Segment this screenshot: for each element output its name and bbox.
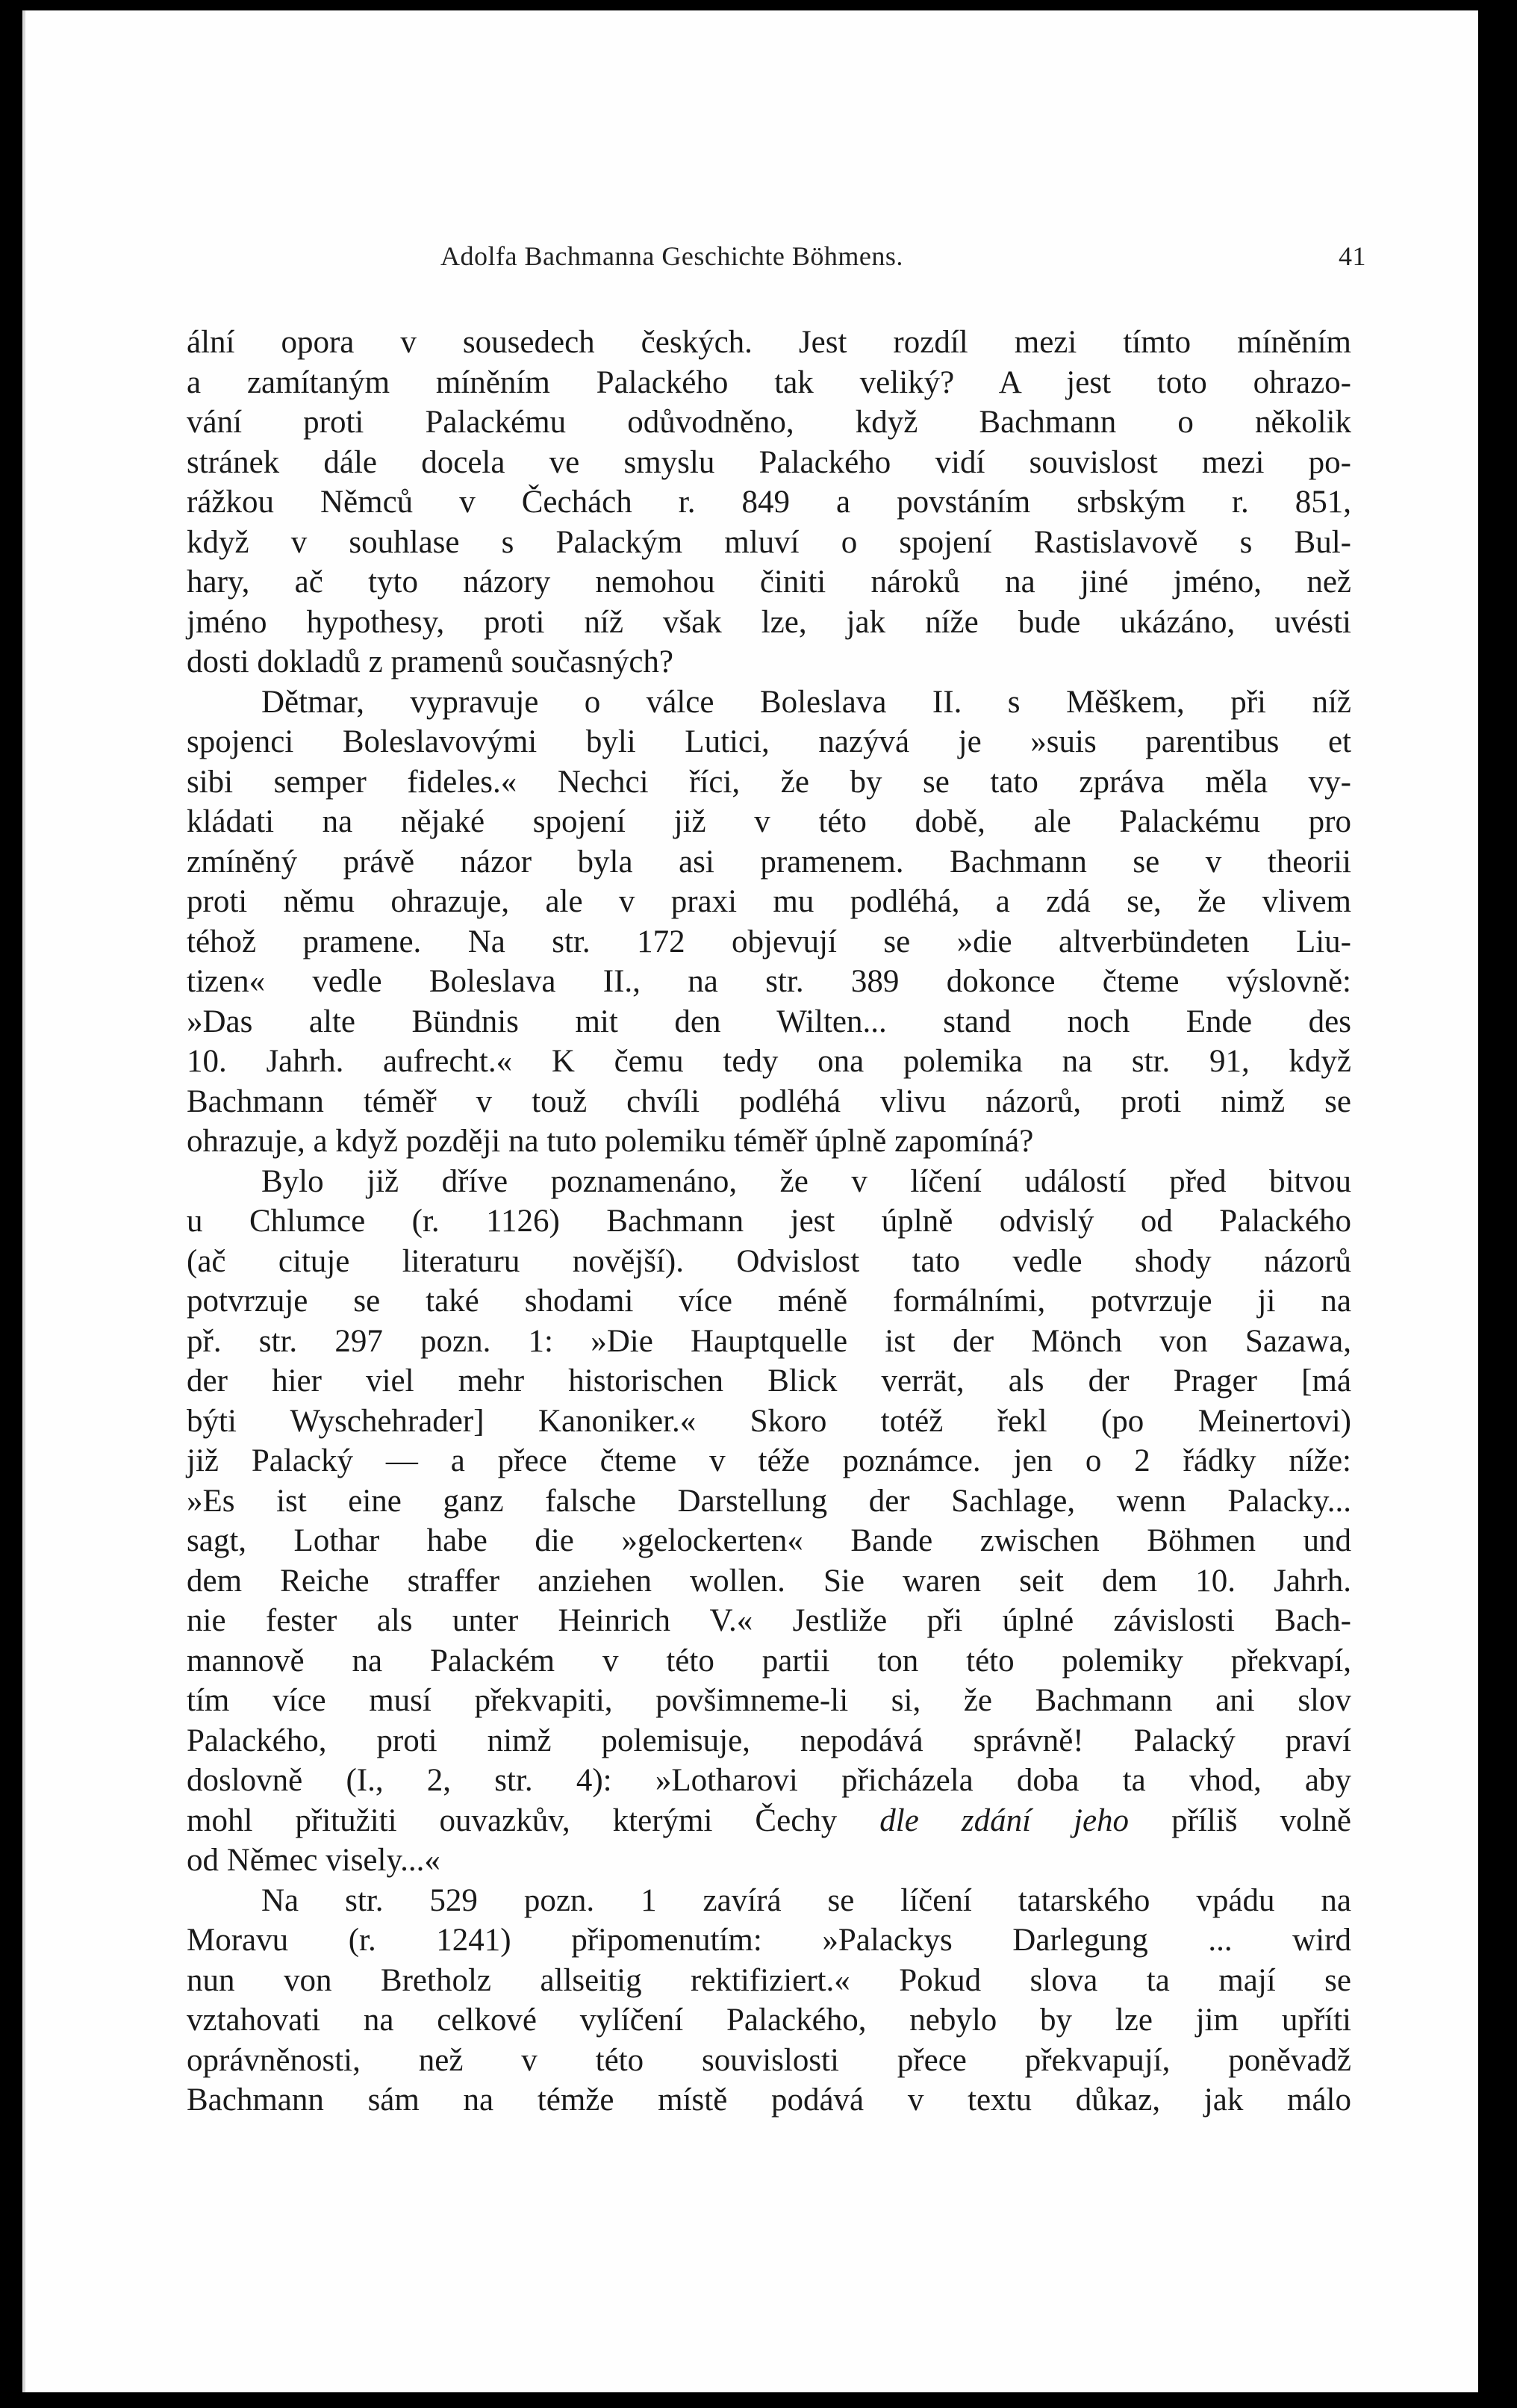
text-line: vání proti Palackému odůvodněno, když Bachmann o několik — [187, 405, 1351, 440]
text-line: rážkou Němců v Čechách r. 849 a povstáním srbským r. 851, — [187, 485, 1351, 520]
text-segment: mohl přitužiti ouvazkův, kterými Čechy — [187, 1802, 838, 1838]
paragraph-start-line: Dětmar, vypravuje o válce Boleslava II. s Měškem, při níž — [261, 684, 1351, 720]
text-line: jméno hypothesy, proti níž však lze, jak níže bude ukázáno, uvésti — [187, 604, 1351, 640]
text-line: mannově na Palackém v této partii ton této polemiky překvapí, — [187, 1643, 1351, 1679]
text-line: dem Reiche straffer anziehen wollen. Sie waren seit dem 10. Jahrh. — [187, 1563, 1351, 1599]
text-line: ohrazuje, a když později na tuto polemiku téměř úplně zapomíná? — [187, 1124, 1034, 1159]
text-line: Bachmann téměř v touž chvíli podléhá vlivu názorů, proti nimž se — [187, 1083, 1351, 1119]
text-line: nun von Bretholz allseitig rektifiziert.« Pokud slova ta mají se — [187, 1962, 1351, 1998]
page-edge — [22, 10, 25, 2392]
text-line: a zamítaným míněním Palackého tak veliký? A jest toto ohrazo- — [187, 364, 1351, 400]
running-title: Adolfa Bachmanna Geschichte Böhmens. — [440, 241, 903, 271]
paragraph-start-line: Na str. 529 pozn. 1 zavírá se líčení tatarského vpádu na — [261, 1882, 1351, 1918]
text-line: stránek dále docela ve smyslu Palackého vidí souvislost mezi po- — [187, 444, 1351, 480]
text-line: tím více musí překvapiti, povšimneme-li si, že Bachmann ani slov — [187, 1683, 1351, 1718]
text-line: oprávněnosti, než v této souvislosti přece překvapují, poněvadž — [187, 2042, 1351, 2078]
paragraph-start-line: Bylo již dříve poznamenáno, že v líčení událostí před bitvou — [261, 1163, 1351, 1199]
text-line: př. str. 297 pozn. 1: »Die Hauptquelle ist der Mönch von Sazawa, — [187, 1323, 1351, 1359]
text-line: u Chlumce (r. 1126) Bachmann jest úplně odvislý od Palackého — [187, 1204, 1351, 1239]
text-line: když v souhlase s Palackým mluví o spojení Rastislavově s Bul- — [187, 524, 1351, 560]
text-line: býti Wyschehrader] Kanoniker.« Skoro totéž řekl (po Meinertovi) — [187, 1403, 1351, 1439]
text-line-with-italic — [187, 1801, 1351, 1841]
text-line: Bachmann sám na témže místě podává v textu důkaz, jak málo — [187, 2082, 1351, 2118]
text-line: potvrzuje se také shodami více méně formálními, potvrzuje ji na — [187, 1284, 1351, 1319]
text-line: 10. Jahrh. aufrecht.« K čemu tedy ona polemika na str. 91, když — [187, 1044, 1351, 1079]
text-line: již Palacký — a přece čteme v téže poznámce. jen o 2 řádky níže: — [187, 1443, 1351, 1478]
text-line: »Es ist eine ganz falsche Darstellung der Sachlage, wenn Palacky... — [187, 1483, 1351, 1519]
text-line: téhož pramene. Na str. 172 objevují se »die altverbündeten Liu- — [187, 924, 1351, 959]
text-line: der hier viel mehr historischen Blick verrät, als der Prager [má — [187, 1363, 1351, 1399]
text-line: kládati na nějaké spojení již v této době, ale Palackému pro — [187, 804, 1351, 839]
text-line: doslovně (I., 2, str. 4): »Lotharovi přicházela doba ta vhod, aby — [187, 1763, 1351, 1798]
text-line: tizen« vedle Boleslava II., na str. 389 dokonce čteme výslovně: — [187, 964, 1351, 999]
body-text — [187, 323, 1351, 2121]
text-line: sagt, Lothar habe die »gelockerten« Bande zwischen Böhmen und — [187, 1523, 1351, 1558]
text-line: (ač cituje literaturu novější). Odvislost tato vedle shody názorů — [187, 1243, 1351, 1279]
text-line: »Das alte Bündnis mit den Wilten... stand noch Ende des — [187, 1004, 1351, 1039]
text-line: od Němec visely...« — [187, 1843, 440, 1878]
text-line: dosti dokladů z pramenů současných? — [187, 644, 673, 679]
text-line: spojenci Boleslavovými byli Lutici, nazývá je »suis parentibus et — [187, 724, 1351, 759]
scanned-page — [22, 10, 1478, 2392]
text-line: sibi semper fideles.« Nechci říci, že by se tato zpráva měla vy- — [187, 764, 1351, 800]
text-line: proti němu ohrazuje, ale v praxi mu podléhá, a zdá se, že vlivem — [187, 884, 1351, 919]
text-line: ální opora v sousedech českých. Jest rozdíl mezi tímto míněním — [187, 325, 1351, 360]
running-header — [440, 240, 1366, 278]
text-line: Palackého, proti nimž polemisuje, nepodává správně! Palacký praví — [187, 1723, 1351, 1758]
page-number: 41 — [1339, 241, 1366, 271]
text-line: zmíněný právě názor byla asi pramenem. Bachmann se v theorii — [187, 844, 1351, 880]
text-line: nie fester als unter Heinrich V.« Jestliže při úplné závislosti Bach- — [187, 1603, 1351, 1638]
text-line: hary, ač tyto názory nemohou činiti nároků na jiné jméno, než — [187, 564, 1351, 600]
text-segment: příliš volně — [1171, 1802, 1352, 1838]
text-line: vztahovati na celkové vylíčení Palackého, nebylo by lze jim upříti — [187, 2003, 1351, 2038]
italic-phrase: dle zdání jeho — [879, 1802, 1130, 1838]
text-line: Moravu (r. 1241) připomenutím: »Palackys Darlegung ... wird — [187, 1923, 1351, 1958]
